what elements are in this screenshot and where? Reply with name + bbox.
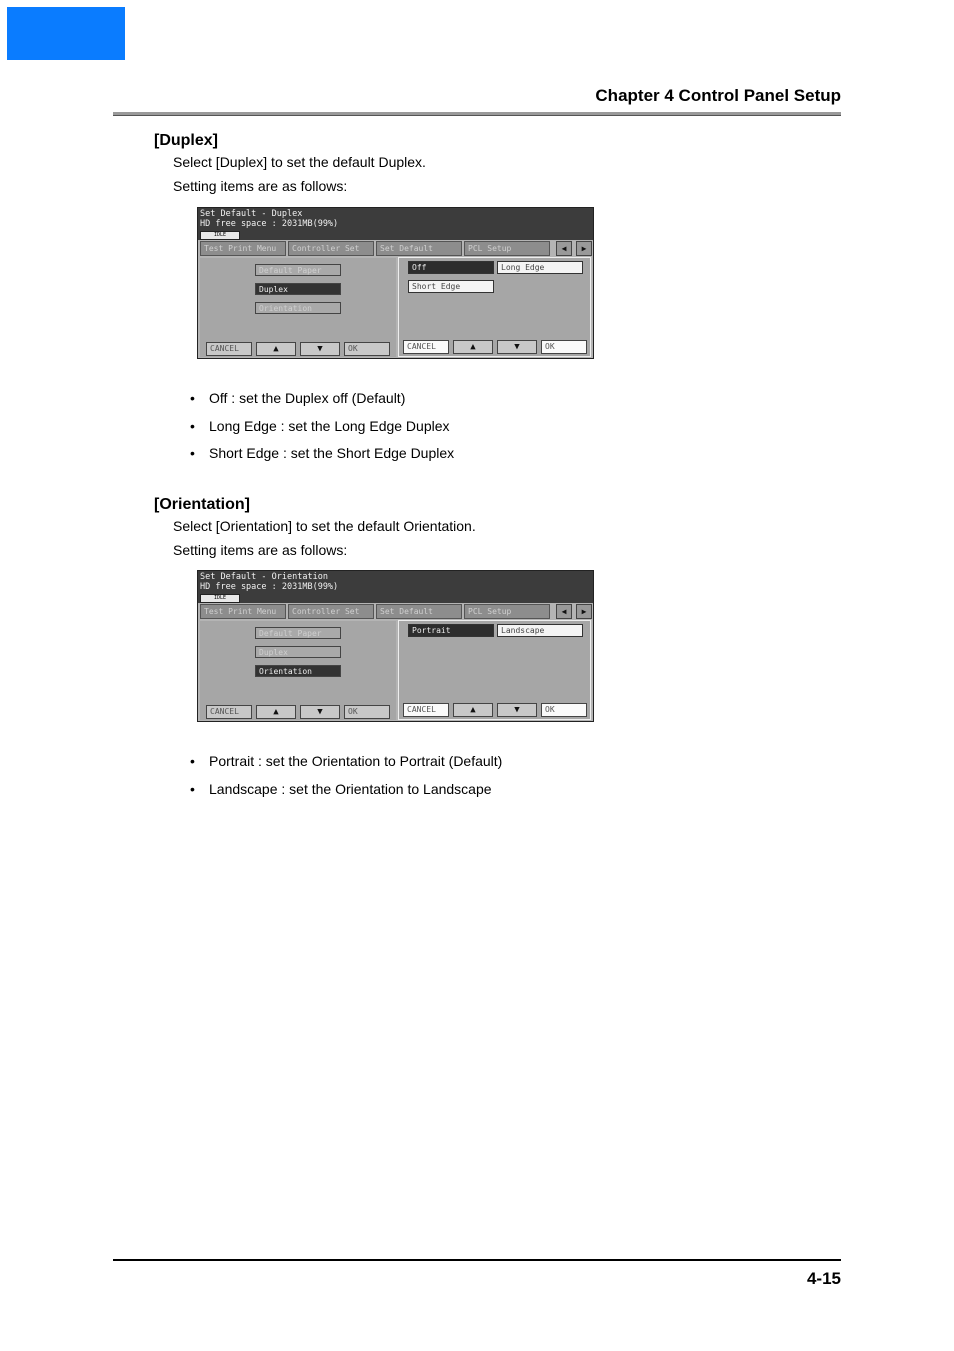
- tab-set-default[interactable]: Set Default: [376, 241, 462, 256]
- panel-tabs: [200, 241, 593, 256]
- menu-orientation[interactable]: Orientation: [255, 665, 341, 677]
- section-text: Setting items are as follows:: [173, 178, 348, 194]
- control-panel-screenshot-duplex: [197, 207, 594, 359]
- page-number: 4-15: [806, 1269, 841, 1288]
- tab-pcl-setup[interactable]: PCL Setup: [464, 241, 550, 256]
- cancel-button[interactable]: CANCEL: [403, 703, 449, 717]
- scroll-right-icon[interactable]: ▶: [576, 241, 592, 256]
- list-item: • Portrait : set the Orientation to Portrait (Default): [190, 753, 502, 781]
- section-heading-orientation: [Orientation]: [154, 496, 250, 513]
- option-long-edge[interactable]: Long Edge: [497, 261, 583, 274]
- cancel-button[interactable]: CANCEL: [206, 342, 252, 356]
- list-item: • Short Edge : set the Short Edge Duplex: [190, 445, 454, 473]
- list-item: • Long Edge : set the Long Edge Duplex: [190, 418, 454, 446]
- menu-default-paper[interactable]: Default Paper: [255, 627, 341, 639]
- scroll-right-icon[interactable]: ▶: [576, 604, 592, 619]
- menu-duplex[interactable]: Duplex: [255, 646, 341, 658]
- footer-divider: [113, 1259, 841, 1261]
- hd-space: HD free space : 2031MB(99%): [200, 582, 339, 592]
- down-arrow-button[interactable]: ▼: [497, 340, 537, 354]
- menu-duplex[interactable]: Duplex: [255, 283, 341, 295]
- menu-area: [200, 258, 396, 357]
- panel-title: Set Default - Orientation: [200, 572, 328, 582]
- list-item: • Landscape : set the Orientation to Landscape: [190, 781, 502, 809]
- menu-orientation[interactable]: Orientation: [255, 302, 341, 314]
- section-text: Select [Duplex] to set the default Duplex.: [173, 154, 426, 170]
- status-badge: IDLE: [200, 594, 240, 603]
- options-area: [398, 257, 591, 357]
- cancel-button[interactable]: CANCEL: [403, 340, 449, 354]
- list-item: • Off : set the Duplex off (Default): [190, 390, 454, 418]
- option-off[interactable]: Off: [408, 261, 494, 274]
- down-arrow-button[interactable]: ▼: [300, 342, 340, 356]
- up-arrow-button[interactable]: ▲: [256, 342, 296, 356]
- ok-button[interactable]: OK: [541, 340, 587, 354]
- panel-title-bar: [198, 571, 593, 603]
- down-arrow-button[interactable]: ▼: [300, 705, 340, 719]
- tab-controller-set[interactable]: Controller Set: [288, 241, 374, 256]
- ok-button[interactable]: OK: [344, 705, 390, 719]
- tab-controller-set[interactable]: Controller Set: [288, 604, 374, 619]
- chapter-color-tab: [7, 7, 125, 60]
- tab-test-print-menu[interactable]: Test Print Menu: [200, 604, 286, 619]
- header-divider: [113, 112, 841, 116]
- section-heading-duplex: [Duplex]: [154, 132, 218, 149]
- ok-button[interactable]: OK: [344, 342, 390, 356]
- scroll-left-icon[interactable]: ◀: [556, 241, 572, 256]
- menu-default-paper[interactable]: Default Paper: [255, 264, 341, 276]
- up-arrow-button[interactable]: ▲: [256, 705, 296, 719]
- menu-area: [200, 621, 396, 720]
- up-arrow-button[interactable]: ▲: [453, 340, 493, 354]
- panel-title-bar: [198, 208, 593, 240]
- duplex-options-list: [190, 390, 454, 473]
- orientation-options-list: [190, 753, 502, 808]
- option-short-edge[interactable]: Short Edge: [408, 280, 494, 293]
- hd-space: HD free space : 2031MB(99%): [200, 219, 339, 229]
- section-text: Setting items are as follows:: [173, 542, 348, 558]
- option-portrait[interactable]: Portrait: [408, 624, 494, 637]
- option-landscape[interactable]: Landscape: [497, 624, 583, 637]
- tab-pcl-setup[interactable]: PCL Setup: [464, 604, 550, 619]
- scroll-left-icon[interactable]: ◀: [556, 604, 572, 619]
- panel-tabs: [200, 604, 593, 619]
- tab-test-print-menu[interactable]: Test Print Menu: [200, 241, 286, 256]
- down-arrow-button[interactable]: ▼: [497, 703, 537, 717]
- control-panel-screenshot-orientation: [197, 570, 594, 722]
- up-arrow-button[interactable]: ▲: [453, 703, 493, 717]
- tab-set-default[interactable]: Set Default: [376, 604, 462, 619]
- panel-title: Set Default - Duplex: [200, 209, 303, 219]
- cancel-button[interactable]: CANCEL: [206, 705, 252, 719]
- options-area: [398, 620, 591, 720]
- ok-button[interactable]: OK: [541, 703, 587, 717]
- chapter-title: Chapter 4 Control Panel Setup: [595, 86, 841, 105]
- section-text: Select [Orientation] to set the default Orientation.: [173, 518, 476, 534]
- status-badge: IDLE: [200, 231, 240, 240]
